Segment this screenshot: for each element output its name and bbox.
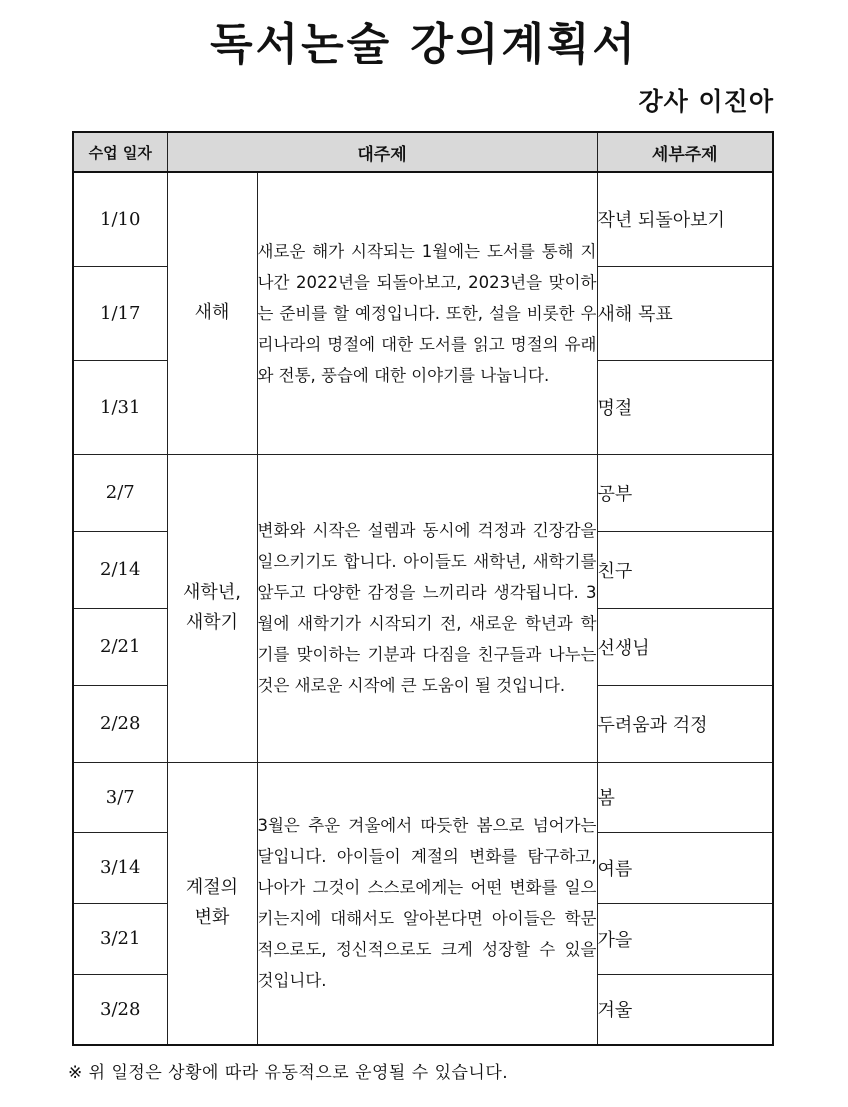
description-text: 변화와 시작은 설렘과 동시에 걱정과 긴장감을 일으키기도 합니다. 아이들도 새학년, 새학기를 앞두고 다양한 감정을 느끼리라 생각됩니다. 3월에 새학기가 시작되기 전, 새로운 학년과 학기를 맞이하는 기분과 다짐을 친구들과 나누는 것은 새로운 시작에 큰 도움이 될 것입니다. (257, 521, 597, 695)
lecture-plan-table (72, 131, 774, 1046)
subtopic-cell: 새해 목표 (597, 266, 773, 360)
subtopic-cell: 명절 (597, 360, 773, 454)
date-cell: 3/28 (73, 974, 167, 1045)
date-cell: 1/31 (73, 360, 167, 454)
table-row (73, 172, 773, 266)
table-row (73, 762, 773, 832)
date-cell: 2/14 (73, 531, 167, 608)
theme-description (257, 172, 597, 454)
subtopic-cell: 선생님 (597, 608, 773, 685)
date-cell: 3/21 (73, 903, 167, 974)
theme-description (257, 454, 597, 762)
subtopic-cell: 친구 (597, 531, 773, 608)
theme-cell: 새학년, 새학기 (167, 454, 257, 762)
subtopic-cell: 가을 (597, 903, 773, 974)
header-date: 수업 일자 (73, 132, 167, 172)
table-header-row (73, 132, 773, 172)
date-cell: 2/7 (73, 454, 167, 531)
date-cell: 3/7 (73, 762, 167, 832)
table-row (73, 454, 773, 531)
subtopic-cell: 작년 되돌아보기 (597, 172, 773, 266)
subtopic-cell: 여름 (597, 832, 773, 903)
header-subtopic: 세부주제 (597, 132, 773, 172)
theme-description (257, 762, 597, 1045)
date-cell: 2/21 (73, 608, 167, 685)
subtopic-cell: 공부 (597, 454, 773, 531)
date-cell: 1/10 (73, 172, 167, 266)
subtopic-cell: 겨울 (597, 974, 773, 1045)
page-title: 독서논술 강의계획서 (210, 19, 638, 70)
theme-cell: 계절의 변화 (167, 762, 257, 1045)
header-theme: 대주제 (167, 132, 597, 172)
schedule-note: ※ 위 일정은 상황에 따라 유동적으로 운영될 수 있습니다. (68, 1063, 509, 1083)
date-cell: 2/28 (73, 685, 167, 762)
description-text: 새로운 해가 시작되는 1월에는 도서를 통해 지나간 2022년을 되돌아보고, 2023년을 맞이하는 준비를 할 예정입니다. 또한, 설을 비롯한 우리나라의 명절에 대한 도서를 읽고 명절의 유래와 전통, 풍습에 대한 이야기를 나눕니다. (257, 241, 597, 385)
subtopic-cell: 봄 (597, 762, 773, 832)
date-cell: 3/14 (73, 832, 167, 903)
theme-cell: 새해 (167, 172, 257, 454)
description-text: 3월은 추운 겨울에서 따듯한 봄으로 넘어가는 달입니다. 아이들이 계절의 변화를 탐구하고, 나아가 그것이 스스로에게는 어떤 변화를 일으키는지에 대해서도 알아본다면 아이들은 학문적으로도, 정신적으로도 크게 성장할 수 있을 것입니다. (257, 816, 597, 991)
date-cell: 1/17 (73, 266, 167, 360)
instructor-name: 강사 이진아 (638, 87, 774, 116)
subtopic-cell: 두려움과 걱정 (597, 685, 773, 762)
